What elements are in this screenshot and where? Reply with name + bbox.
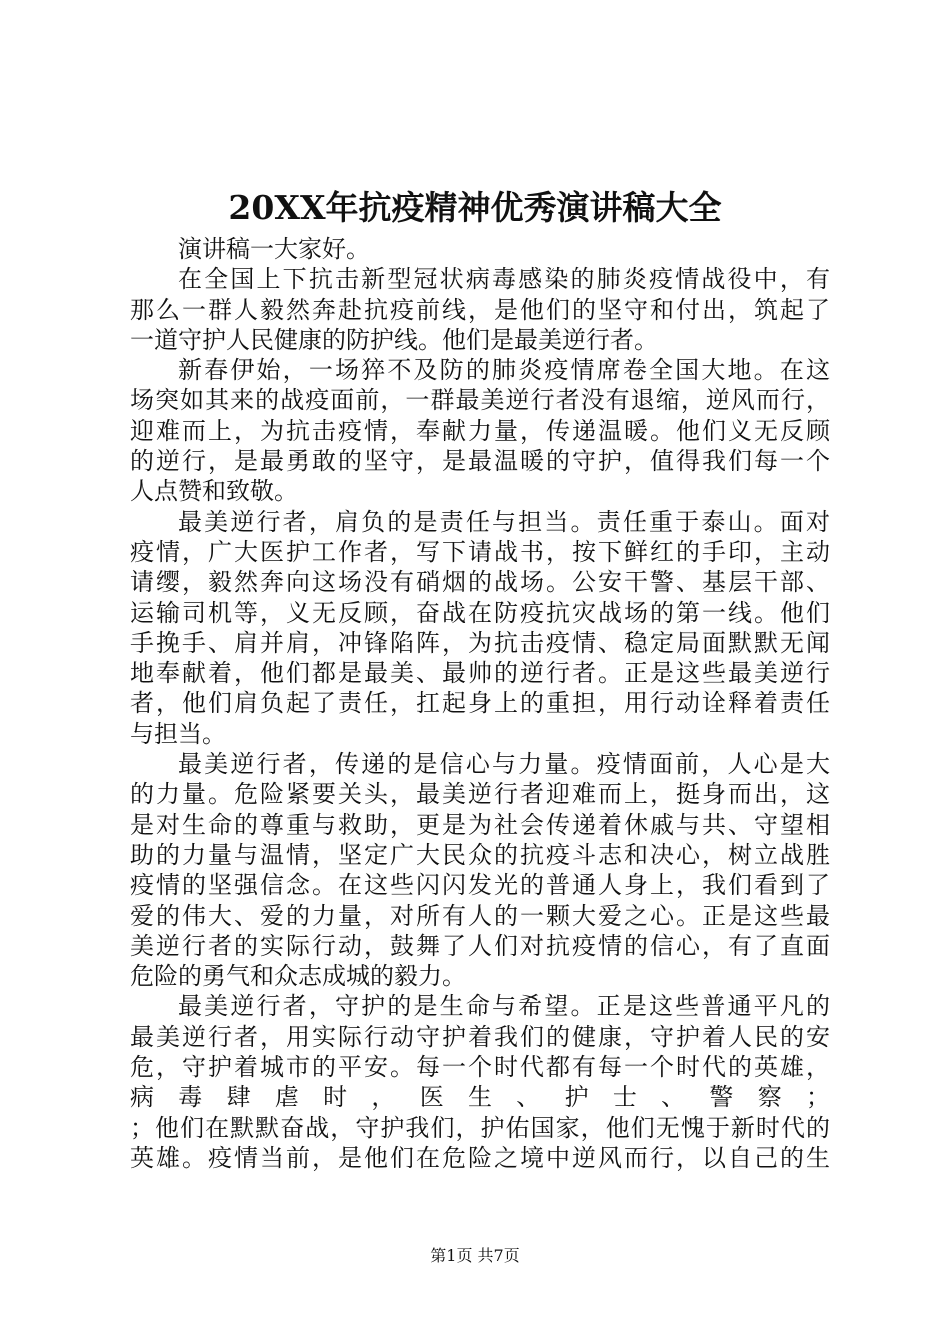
body-line: 病毒肆虐时，医生、护士、警察； (130, 1083, 830, 1112)
body-line: 危，守护着城市的平安。每一个时代都有每一个时代的英雄， (130, 1053, 830, 1082)
body-line: 那么一群人毅然奔赴抗疫前线，是他们的坚守和付出，筑起了 (130, 295, 830, 324)
body-line: 地奉献着，他们都是最美、最帅的逆行者。正是这些最美逆行 (130, 659, 830, 688)
body-line: ；他们在默默奋战，守护我们，护佑国家，他们无愧于新时代的 (130, 1113, 830, 1142)
page-footer: 第1页 共7页 (430, 1246, 520, 1265)
body-line: 手挽手、肩并肩，冲锋陷阵，为抗击疫情、稳定局面默默无闻 (130, 628, 830, 657)
document-body (130, 234, 830, 1173)
body-line: 演讲稿一大家好。 (178, 235, 370, 263)
body-line: 运输司机等，义无反顾，奋战在防疫抗灾战场的第一线。他们 (130, 598, 830, 627)
body-line: 的力量。危险紧要关头，最美逆行者迎难而上，挺身而出，这 (130, 780, 830, 809)
body-line: 新春伊始，一场猝不及防的肺炎疫情席卷全国大地。在这 (178, 356, 830, 385)
body-line: 疫情，广大医护工作者，写下请战书，按下鲜红的手印，主动 (130, 537, 830, 566)
body-line: 的逆行，是最勇敢的坚守，是最温暖的守护，值得我们每一个 (130, 447, 830, 476)
body-line: 是对生命的尊重与救助，更是为社会传递着休戚与共、守望相 (130, 810, 830, 839)
body-line: 迎难而上，为抗击疫情，奉献力量，传递温暖。他们义无反顾 (130, 416, 830, 445)
body-line: 美逆行者的实际行动，鼓舞了人们对抗疫情的信心，有了直面 (130, 931, 830, 960)
body-line: 与担当。 (130, 719, 226, 748)
body-line: 最美逆行者，肩负的是责任与担当。责任重于泰山。面对 (178, 507, 830, 536)
body-line: 最美逆行者，用实际行动守护着我们的健康，守护着人民的安 (130, 1022, 830, 1051)
body-line: 请缨，毅然奔向这场没有硝烟的战场。公安干警、基层干部、 (130, 568, 830, 597)
body-line: 场突如其来的战疫面前，一群最美逆行者没有退缩，逆风而行， (130, 386, 830, 415)
body-line: 人点赞和致敬。 (130, 477, 298, 506)
body-line: 助的力量与温情，坚定广大民众的抗疫斗志和决心，树立战胜 (130, 840, 830, 869)
body-line: 英雄。疫情当前，是他们在危险之境中逆风而行，以自己的生 (130, 1143, 830, 1172)
body-line: 在全国上下抗击新型冠状病毒感染的肺炎疫情战役中，有 (178, 265, 830, 294)
body-line: 者，他们肩负起了责任，扛起身上的重担，用行动诠释着责任 (130, 689, 830, 718)
body-line: 危险的勇气和众志成城的毅力。 (130, 962, 466, 991)
body-line: 爱的伟大、爱的力量，对所有人的一颗大爱之心。正是这些最 (130, 901, 830, 930)
body-line: 最美逆行者，守护的是生命与希望。正是这些普通平凡的 (178, 992, 830, 1021)
body-line: 一道守护人民健康的防护线。他们是最美逆行者。 (130, 325, 658, 354)
document-title: 20XX年抗疫精神优秀演讲稿大全 (228, 188, 722, 227)
body-line: 最美逆行者，传递的是信心与力量。疫情面前，人心是大 (178, 750, 830, 779)
body-line: 疫情的坚强信念。在这些闪闪发光的普通人身上，我们看到了 (130, 871, 830, 900)
